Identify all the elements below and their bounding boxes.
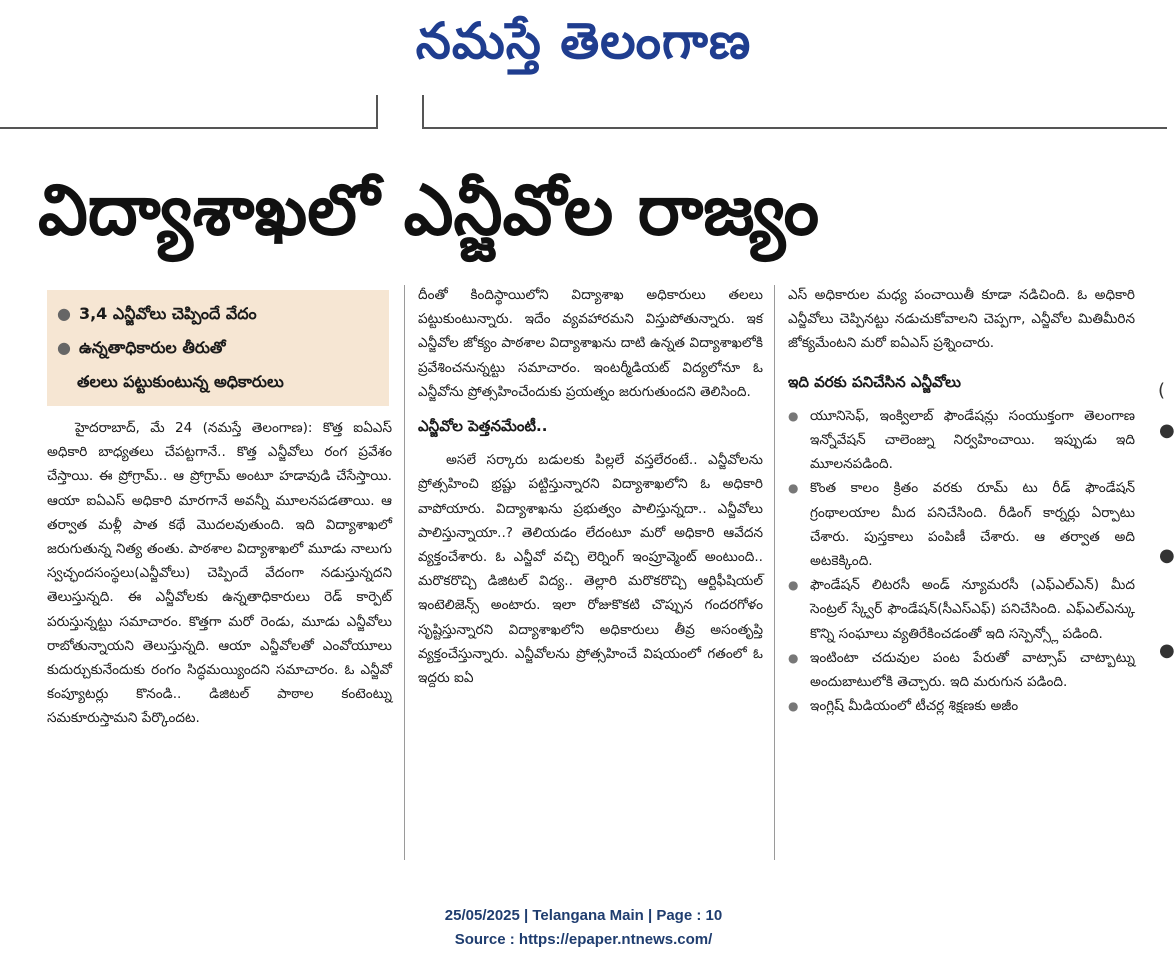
article-paragraph: హైదరాబాద్, మే 24 (నమస్తే తెలంగాణ): కొత్త ఐఏఎస్ అధికారి బాధ్యతలు చేపట్టగానే.. కొత్త ఎన్జీవోలు రంగ ప్రవేశం చేస్తాయి. ఈ ప్రోగ్రామ్.. ఆ ప్రోగ్రామ్ అంటూ హడావుడి చేసేస్తాయి. ఆయా ఐఏఎస్ అధికారి మారగానే అవన్నీ మూలనపడతాయి. ఆ తర్వాత మళ్లీ పాత కథే మొదలవుతుంది. ఇది విద్యాశాఖలో జరుగుతున్న నిత్య తంతు. పాఠశాల విద్యాశాఖలో మూడు నాలుగు స్వచ్ఛందసంస్థలు(ఎన్జీవోలు) చెప్పిందే వేదంగా నడుస్తున్నదని తెలుస్తున్నది. ఈ ఎన్జీవోలకు ఉన్నతాధికారులు రెడ్ కార్పెట్ పరుస్తున్నట్టు సమాచారం. కొత్తగా మరో రెండు, మూడు ఎన్జీవోలు రాబోతున్నాయని తెలుస్తున్నది. ఆయా ఎన్జీవోలతో ఎంవోయూలు కుదుర్చుకునేందుకు రంగం సిద్ధమయ్యిందని సమాచారం. ఓ ఎన్జీవో కంప్యూటర్లు కొనండి.. డిజిటల్ పాఠాల కంటెంట్ను సమకూరుస్తామని పేర్కొందట.	[47, 420, 392, 727]
highlights-box	[47, 290, 389, 406]
article-column-1	[47, 416, 392, 861]
footer-source-link[interactable]: Source : https://epaper.ntnews.com/	[454, 931, 713, 948]
list-item: ● ఇంటింటా చదువుల పంట పేరుతో వాట్సాప్ చాట్బాట్ను అందుబాటులోకి తెచ్చారు. ఇది మరుగున పడింది.	[788, 646, 1135, 694]
article-paragraph: ఎస్ అధికారుల మధ్య పంచాయితీ కూడా నడిచింది. ఓ అధికారి ఎన్జీవోలు చెప్పినట్టు నడుచుకోవాలని చెప్పగా, ఎన్జీవోల మితిమీరిన జోక్యమేంటని మరో ఐఏఎస్ ప్రశ్నించారు.	[788, 287, 1135, 352]
edge-fragment: ●	[1159, 420, 1175, 441]
edge-fragment: ●	[1159, 545, 1175, 566]
header-rule-left	[0, 127, 378, 129]
highlight-item: ● ఉన్నతాధికారుల తీరుతో	[57, 338, 226, 357]
bullet-icon: ●	[57, 304, 71, 323]
masthead	[0, 0, 1167, 90]
list-item: ● యూనిసెఫ్, ఇంక్విలాబ్ ఫౌండేషన్లు సంయుక్తంగా తెలంగాణ ఇన్నోవేషన్ చాలెంజ్ను నిర్వహించాయి. ఇప్పుడు ఇది మూలనపడింది.	[788, 404, 1135, 477]
edge-fragment: (	[1158, 380, 1166, 401]
highlight-item: ● 3,4 ఎన్జీవోలు చెప్పిందే వేదం	[57, 304, 257, 323]
header-rule-right-vertical	[422, 95, 424, 129]
subheading: ఇది వరకు పనిచేసిన ఎన్జీవోలు	[788, 372, 961, 391]
column-divider	[404, 285, 405, 860]
list-item: ● ఇంగ్లిష్ మీడియంలో టీచర్ల శిక్షణకు అజీం	[788, 694, 1135, 718]
subheading: ఎన్జీవోల పెత్తనమేంటీ..	[418, 417, 548, 436]
article-column-3	[788, 283, 1135, 863]
header-rule-right	[422, 127, 1167, 129]
column-divider	[774, 285, 775, 860]
header-rule-left-vertical	[376, 95, 378, 129]
bullet-icon: ●	[57, 338, 71, 357]
footer-date-line: 25/05/2025 | Telangana Main | Page : 10	[444, 907, 723, 924]
newspaper-logo: నమస్తే తెలంగాణ	[415, 12, 752, 70]
highlight-item: తలలు పట్టుకుంటున్న అధికారులు	[77, 372, 284, 391]
article-column-2	[418, 283, 763, 863]
article-paragraph: అసలే సర్కారు బడులకు పిల్లలే వస్తలేరంటే.. ఎన్జీవోలను ప్రోత్సహించి భ్రష్టు పట్టిస్తున్నారని విద్యాశాఖలోని ఓ అధికారి వాపోయారు. విద్యాశాఖను ప్రభుత్వం పాలిస్తున్నదా.. ఎన్జీవోలు పాలిస్తున్నాయా..? తెలియడం లేదంటూ మరో అధికారి ఆవేదన వ్యక్తంచేశారు. ఓ ఎన్జీవో వచ్చి లెర్నింగ్ ఇంప్రూవ్మెంట్ అంటుంది.. మరొకరొచ్చి డిజిటల్ విద్య.. తెల్లారి మరొకరొచ్చి ఆర్టిఫీషియల్ ఇంటెలిజెన్స్ అంటారు. ఇలా రోజుకొకటి చొప్పున గందరగోళం సృష్టిస్తున్నారని విద్యాశాఖలోని అధికారులు తీవ్ర అసంతృప్తి వ్యక్తంచేస్తున్నారు. ఎన్జీవోలను ప్రోత్సహించే విషయంలో గతంలో ఓ ఇద్దరు ఐఏ	[418, 452, 763, 687]
list-item: ● ఫౌండేషన్ లిటరసీ అండ్ న్యూమరసీ (ఎఫ్ఎల్ఎన్) మీద సెంట్రల్ స్క్వేర్ ఫౌండేషన్(సీఎస్ఎఫ్) పనిచేసింది. ఎఫ్ఎల్ఎన్కు కొన్ని సంఘాలు వ్యతిరేకించడంతో ఇది సస్పెన్స్లో పడింది.	[788, 573, 1135, 646]
article-paragraph: దీంతో కిందిస్థాయిలోని విద్యాశాఖ అధికారులు తలలు పట్టుకుంటున్నారు. ఇదేం వ్యవహారమని విస్తుపోతున్నారు. ఇక ఎన్జీవోల జోక్యం పాఠశాల విద్యాశాఖను దాటి ఉన్నత విద్యాశాఖలోకి ప్రవేశించనున్నట్టు సమాచారం. ఇంటర్మీడియట్ విద్యలోనూ ఓ ఎన్జీవోను ప్రోత్సహించేందుకు ప్రయత్నం జరుగుతుందని తెలిసింది.	[418, 287, 763, 400]
edge-fragment: ●	[1159, 640, 1175, 661]
headline: విద్యాశాఖలో ఎన్జీవోల రాజ్యం	[38, 169, 820, 251]
list-item: ● కొంత కాలం క్రితం వరకు రూమ్ టు రీడ్ ఫౌండేషన్ గ్రంథాలయాల మీద పనిచేసింది. రీడింగ్ కార్నర్లు ఏర్పాటు చేశారు. పుస్తకాలు పంపిణీ చేశారు. ఆ తర్వాత అది అటకెక్కింది.	[788, 476, 1135, 573]
